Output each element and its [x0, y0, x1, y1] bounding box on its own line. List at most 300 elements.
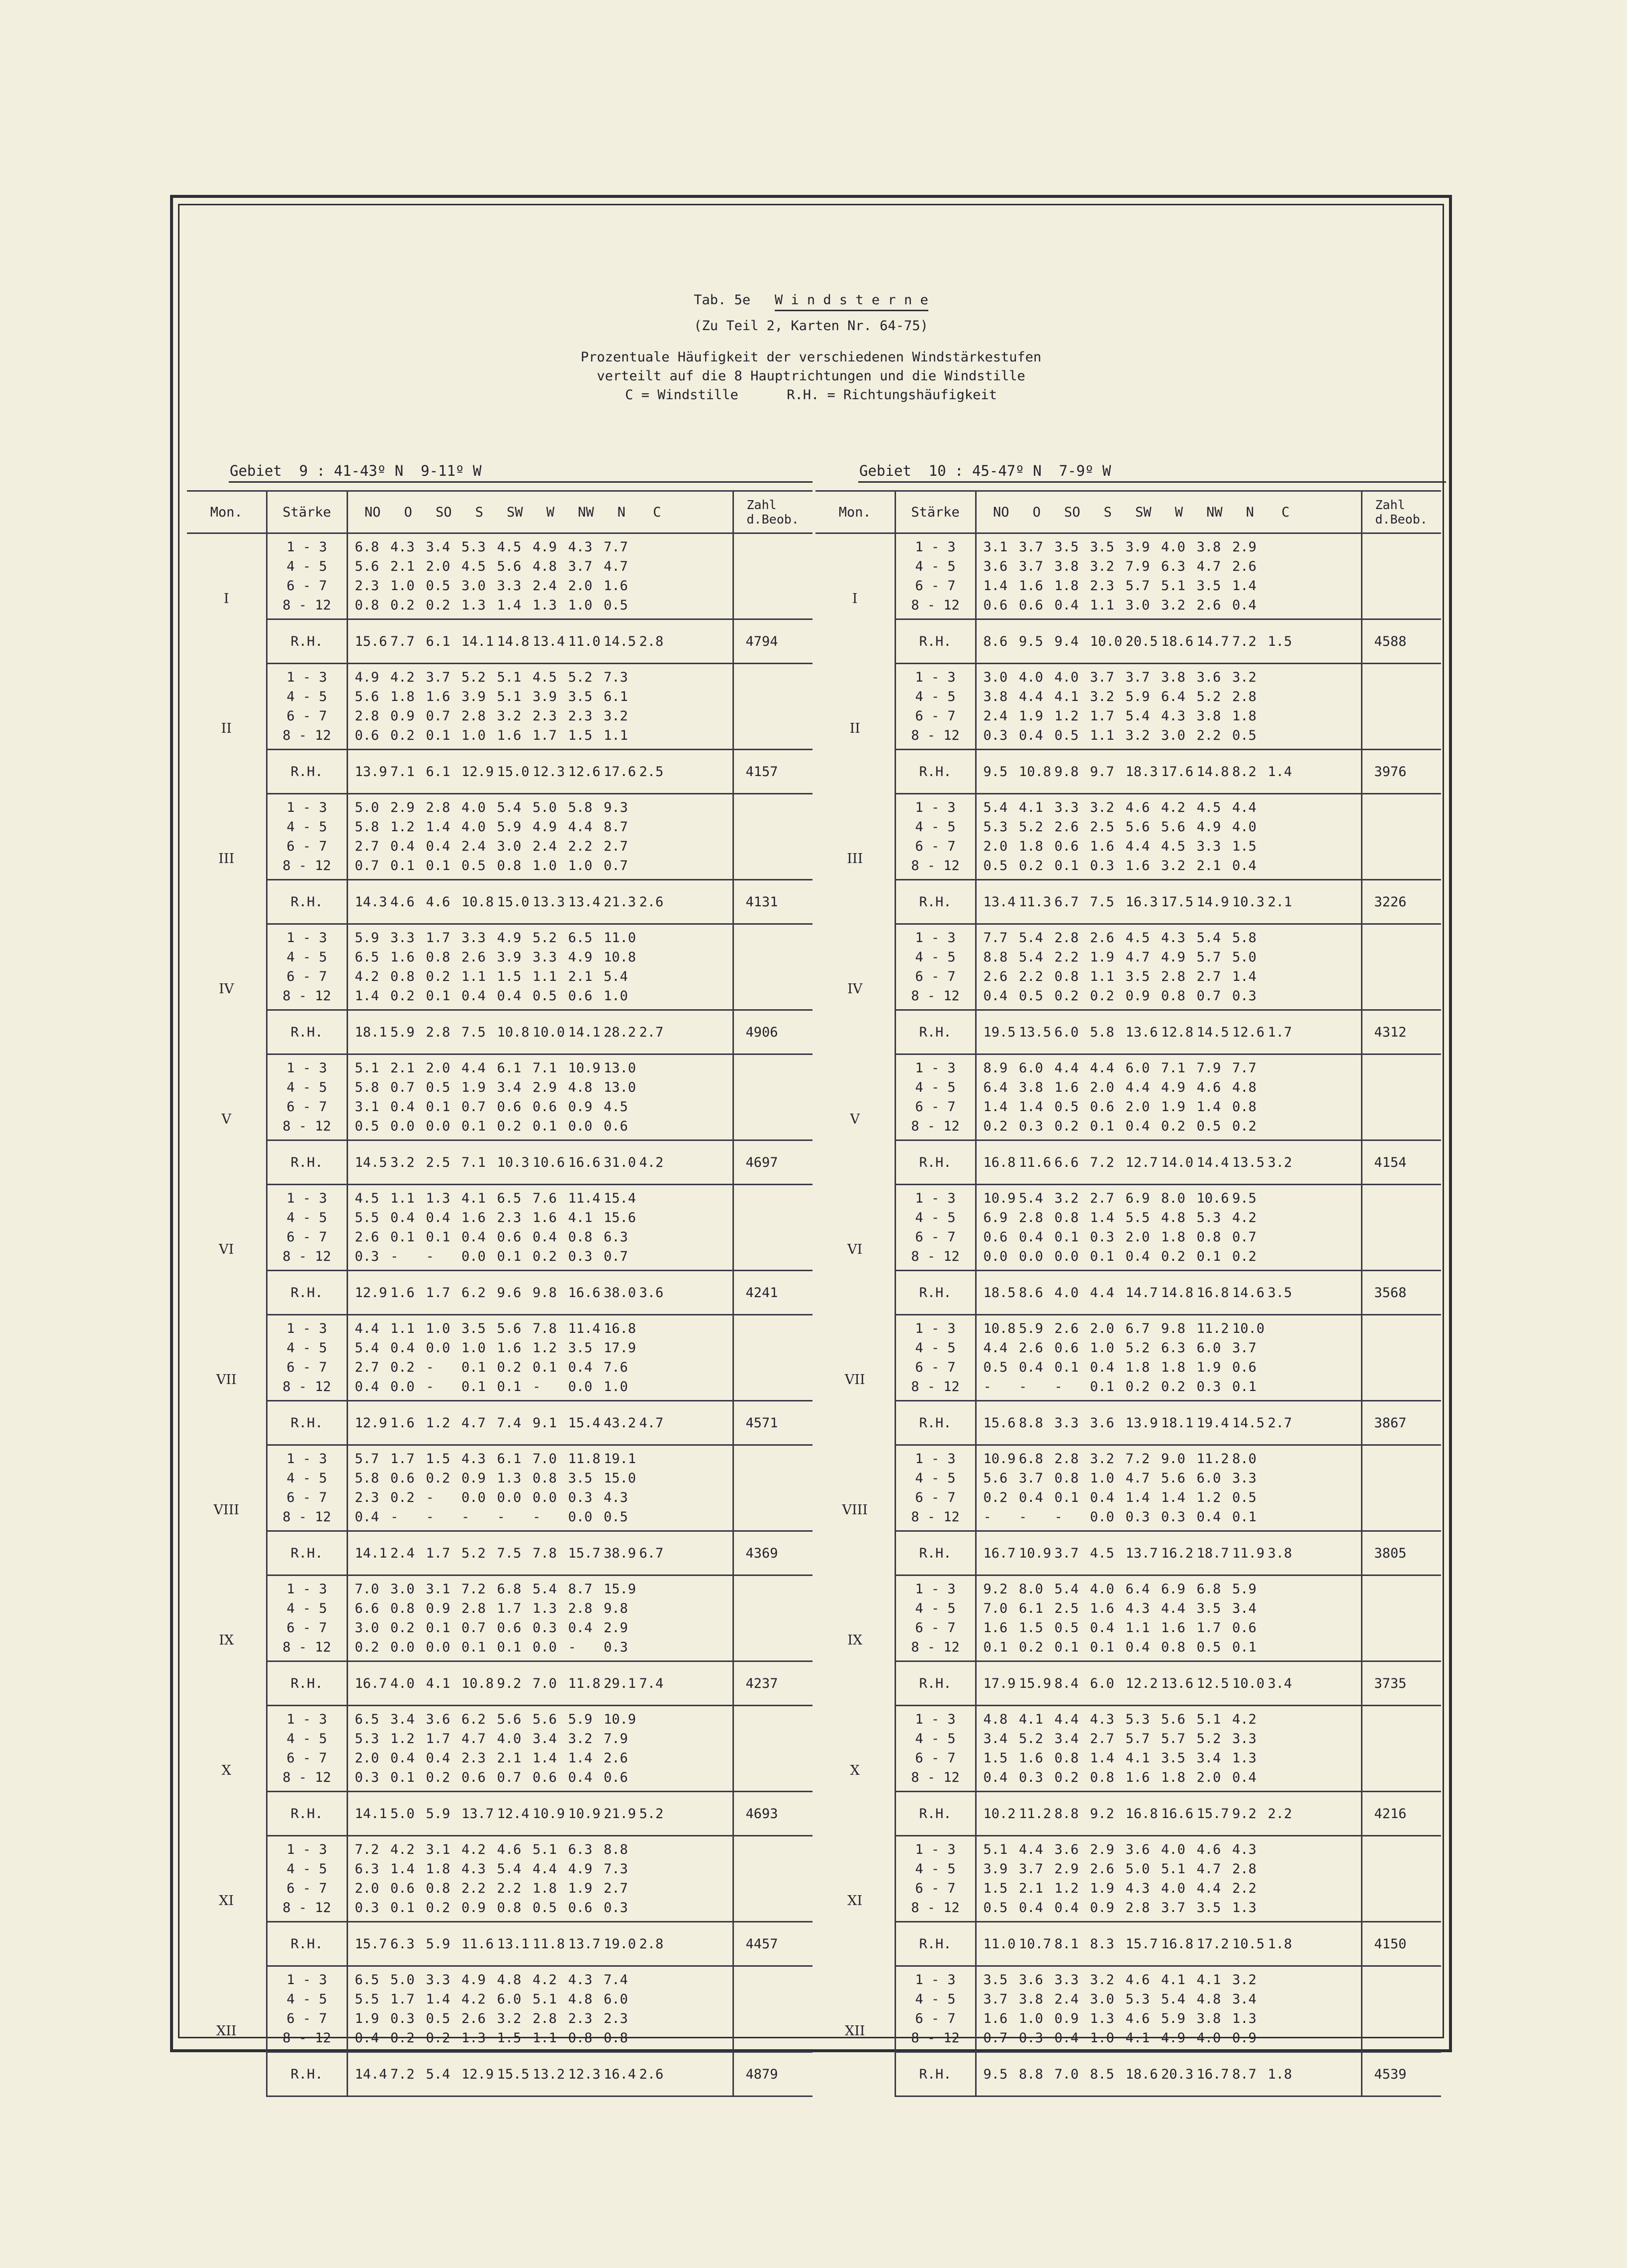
- value-cell: 0.3: [1232, 988, 1257, 1004]
- value-cell: 4.3: [1125, 1881, 1150, 1896]
- value-cell: 0.8: [1161, 1640, 1185, 1655]
- value-cell: 7.0: [355, 1581, 379, 1597]
- value-cell: 0.4: [461, 988, 486, 1004]
- zahl-empty-cell: [1361, 1836, 1441, 1922]
- staerke-level: 8 - 12: [282, 1900, 331, 1916]
- rh-value: 10.2: [983, 1806, 1016, 1822]
- value-cell: 11.4: [568, 1321, 601, 1336]
- rh-row: [815, 619, 1441, 664]
- month-row: [815, 1575, 1441, 1661]
- value-row: [984, 2009, 1361, 2028]
- value-row: [984, 1097, 1361, 1117]
- value-cell: 3.2: [1161, 598, 1185, 613]
- value-cell: 4.8: [983, 1712, 1008, 1727]
- value-cell: 5.6: [1161, 819, 1185, 835]
- staerke-level: 4 - 5: [915, 819, 956, 835]
- staerke-level: 8 - 12: [282, 1509, 331, 1525]
- rh-values-cell: [976, 1271, 1361, 1315]
- value-cell: 7.6: [604, 1360, 628, 1375]
- value-cell: 2.1: [1019, 1881, 1043, 1896]
- value-cell: 2.0: [355, 1881, 379, 1896]
- value-cell: 0.4: [355, 1379, 379, 1395]
- rh-value: 12.3: [568, 2066, 601, 2082]
- value-cell: 0.3: [604, 1640, 628, 1655]
- rh-value: 8.2: [1232, 764, 1257, 780]
- value-cell: 4.9: [461, 1972, 486, 1988]
- value-cell: 0.7: [355, 858, 379, 873]
- value-cell: 4.0: [1196, 2030, 1221, 2046]
- value-cell: 3.5: [1125, 969, 1150, 984]
- value-cell: -: [426, 1490, 434, 1505]
- value-cell: 0.2: [426, 1900, 451, 1916]
- value-cell: 4.0: [1054, 670, 1079, 685]
- value-cell: 6.4: [983, 1080, 1008, 1095]
- col-staerke-header: Stärke: [267, 491, 347, 533]
- value-cell: 1.4: [1232, 578, 1257, 594]
- staerke-cell: [267, 664, 347, 750]
- value-cell: 10.9: [604, 1712, 636, 1727]
- zahl-empty-cell: [733, 1315, 813, 1401]
- value-cell: 3.8: [1019, 1992, 1043, 2007]
- value-cell: 0.1: [1090, 1119, 1114, 1134]
- value-cell: 3.5: [568, 1340, 593, 1356]
- value-cell: 0.3: [568, 1490, 593, 1505]
- rh-label: R.H.: [895, 619, 976, 664]
- rh-row: [815, 1140, 1441, 1185]
- col-dir-header: N: [1246, 504, 1254, 520]
- rh-label: R.H.: [895, 880, 976, 924]
- value-cell: 6.6: [355, 1601, 379, 1616]
- value-cell: 0.7: [1196, 988, 1221, 1004]
- value-cell: 5.8: [1232, 930, 1257, 946]
- value-cell: 1.8: [1161, 1360, 1185, 1375]
- value-cell: 5.9: [497, 819, 522, 835]
- rh-value: 16.4: [604, 2066, 636, 2082]
- value-row: [355, 1859, 732, 1879]
- value-row: [984, 948, 1361, 967]
- rh-value: 9.4: [1054, 633, 1079, 649]
- value-cell: 2.0: [1125, 1229, 1150, 1245]
- value-cell: 4.4: [1125, 839, 1150, 854]
- value-cell: 5.9: [1232, 1581, 1257, 1597]
- value-cell: 0.1: [983, 1640, 1008, 1655]
- value-row: [355, 1898, 732, 1918]
- value-cell: 4.2: [390, 670, 415, 685]
- value-row: [984, 1319, 1361, 1338]
- description-line-3: C = Windstille R.H. = Richtungshäufigkeit: [625, 387, 997, 403]
- value-cell: 1.7: [390, 1451, 415, 1467]
- value-row: [355, 1319, 732, 1338]
- rh-value: 3.5: [1267, 1285, 1292, 1301]
- value-row: [355, 1840, 732, 1859]
- value-cell: 5.6: [983, 1471, 1008, 1486]
- value-cell: 5.7: [1125, 1731, 1150, 1746]
- value-cell: 4.1: [461, 1191, 486, 1206]
- value-cell: 3.2: [1090, 559, 1114, 574]
- value-row: [355, 1638, 732, 1657]
- value-cell: 0.4: [355, 2030, 379, 2046]
- value-cell: 6.4: [1161, 689, 1185, 704]
- col-dir-header: S: [475, 504, 483, 520]
- value-cell: 0.3: [604, 1900, 628, 1916]
- value-cell: 5.4: [1125, 708, 1150, 724]
- value-cell: 1.8: [1161, 1770, 1185, 1785]
- value-cell: 0.4: [461, 1229, 486, 1245]
- value-cell: 4.4: [568, 819, 593, 835]
- rh-label: R.H.: [267, 1661, 347, 1706]
- value-cell: -: [1054, 1379, 1063, 1395]
- rh-value: 14.9: [1196, 894, 1229, 910]
- rh-value: 17.5: [1161, 894, 1194, 910]
- zahl-beob-value: 4588: [1361, 619, 1441, 664]
- value-row: [355, 537, 732, 557]
- values-cell: [347, 1575, 733, 1661]
- value-cell: 3.5: [1196, 1601, 1221, 1616]
- rh-label: R.H.: [267, 1922, 347, 1966]
- month-label: I: [815, 533, 895, 664]
- rh-value: 9.2: [1090, 1806, 1114, 1822]
- value-row: [984, 798, 1361, 817]
- value-cell: 5.5: [355, 1992, 379, 2007]
- value-cell: -: [426, 1360, 434, 1375]
- rh-value: 7.1: [461, 1154, 486, 1170]
- value-cell: 2.4: [983, 708, 1008, 724]
- value-cell: 16.8: [604, 1321, 636, 1336]
- value-cell: 3.4: [1196, 1750, 1221, 1766]
- zahl-beob-value: 4693: [733, 1792, 813, 1836]
- staerke-cell: [267, 1836, 347, 1922]
- value-cell: 0.0: [568, 1509, 593, 1525]
- rh-label: R.H.: [267, 1401, 347, 1445]
- staerke-level: 4 - 5: [286, 1471, 327, 1486]
- value-cell: 0.5: [426, 1080, 451, 1095]
- value-cell: 1.6: [497, 1340, 522, 1356]
- value-cell: 3.0: [1125, 598, 1150, 613]
- value-cell: 6.0: [1196, 1471, 1221, 1486]
- rh-value: 8.7: [1232, 2066, 1257, 2082]
- staerke-level: 6 - 7: [915, 1360, 956, 1375]
- value-cell: 0.5: [1196, 1119, 1221, 1134]
- values-cell: [347, 1315, 733, 1401]
- value-cell: 1.4: [983, 1099, 1008, 1115]
- rh-value: 11.0: [983, 1936, 1016, 1952]
- value-cell: 3.9: [461, 689, 486, 704]
- value-cell: 0.1: [1054, 1640, 1079, 1655]
- rh-value: 14.3: [355, 894, 387, 910]
- zahl-empty-cell: [733, 1966, 813, 2052]
- value-row: [355, 726, 732, 745]
- value-row: [355, 1358, 732, 1377]
- value-cell: 0.2: [426, 2030, 451, 2046]
- value-cell: 6.0: [1196, 1340, 1221, 1356]
- rh-values-cell: [976, 619, 1361, 664]
- rh-value: 4.7: [639, 1415, 664, 1431]
- value-cell: 6.1: [497, 1060, 522, 1076]
- value-cell: 4.0: [1019, 670, 1043, 685]
- value-cell: 1.5: [568, 728, 593, 743]
- rh-value: 13.7: [1125, 1545, 1158, 1561]
- value-cell: 3.3: [1196, 839, 1221, 854]
- staerke-level: 6 - 7: [286, 1229, 327, 1245]
- rh-row: [187, 1140, 813, 1185]
- value-cell: 6.5: [497, 1191, 522, 1206]
- rh-value: 16.7: [1196, 2066, 1229, 2082]
- value-cell: 4.9: [355, 670, 379, 685]
- value-cell: 1.6: [390, 950, 415, 965]
- staerke-cell: [895, 1706, 976, 1792]
- rh-row: [187, 1401, 813, 1445]
- value-cell: 4.4: [1196, 1881, 1221, 1896]
- value-cell: 4.2: [1232, 1210, 1257, 1225]
- value-cell: 4.4: [983, 1340, 1008, 1356]
- month-label: XI: [815, 1836, 895, 1966]
- rh-value: 7.8: [533, 1545, 557, 1561]
- month-row: [815, 924, 1441, 1010]
- value-cell: 4.9: [1161, 1080, 1185, 1095]
- rh-value: 2.7: [639, 1024, 664, 1040]
- value-cell: 6.9: [1125, 1191, 1150, 1206]
- value-cell: 0.8: [1161, 988, 1185, 1004]
- staerke-level: 4 - 5: [286, 819, 327, 835]
- value-cell: 1.8: [426, 1861, 451, 1877]
- value-cell: 0.4: [1232, 598, 1257, 613]
- rh-value: 4.7: [461, 1415, 486, 1431]
- value-cell: 6.5: [355, 950, 379, 965]
- value-cell: 7.6: [533, 1191, 557, 1206]
- month-label: IV: [815, 924, 895, 1054]
- value-cell: 0.4: [568, 1620, 593, 1636]
- value-cell: 1.6: [1019, 1750, 1043, 1766]
- value-cell: 2.6: [1232, 559, 1257, 574]
- staerke-level: 4 - 5: [915, 950, 956, 965]
- month-row: [187, 664, 813, 750]
- staerke-level: 1 - 3: [286, 1451, 327, 1467]
- staerke-cell: [267, 1185, 347, 1271]
- value-row: [984, 1078, 1361, 1097]
- rh-value: 12.7: [1125, 1154, 1158, 1170]
- rh-value: 5.2: [461, 1545, 486, 1561]
- value-row: [984, 1247, 1361, 1266]
- value-cell: 2.7: [604, 839, 628, 854]
- value-cell: 0.3: [355, 1900, 379, 1916]
- value-cell: 4.3: [1161, 708, 1185, 724]
- value-cell: 1.0: [604, 1379, 628, 1395]
- value-cell: 0.6: [355, 728, 379, 743]
- staerke-cell: [267, 1445, 347, 1531]
- value-cell: 1.3: [461, 2030, 486, 2046]
- value-cell: 3.4: [426, 539, 451, 555]
- value-cell: 1.0: [568, 858, 593, 873]
- value-cell: 4.8: [1196, 1992, 1221, 2007]
- value-cell: 1.2: [533, 1340, 557, 1356]
- staerke-level: 6 - 7: [915, 708, 956, 724]
- rh-value: 13.9: [1125, 1415, 1158, 1431]
- value-cell: 17.9: [604, 1340, 636, 1356]
- rh-row: [187, 750, 813, 794]
- staerke-level: 4 - 5: [915, 1601, 956, 1616]
- value-cell: 0.9: [426, 1601, 451, 1616]
- value-cell: 0.8: [1054, 969, 1079, 984]
- value-cell: 0.4: [1019, 1490, 1043, 1505]
- rh-value: 12.8: [1161, 1024, 1194, 1040]
- value-cell: 3.7: [1019, 559, 1043, 574]
- rh-value: 9.8: [1054, 764, 1079, 780]
- staerke-level: 6 - 7: [286, 1881, 327, 1896]
- value-cell: 3.5: [1161, 1750, 1185, 1766]
- month-label: IX: [815, 1575, 895, 1706]
- rh-values-cell: [976, 1922, 1361, 1966]
- staerke-level: 1 - 3: [915, 800, 956, 815]
- value-cell: 6.5: [355, 1972, 379, 1988]
- value-cell: 0.1: [1232, 1379, 1257, 1395]
- value-cell: 1.4: [426, 819, 451, 835]
- value-row: [355, 557, 732, 576]
- staerke-cell: [895, 794, 976, 880]
- value-cell: 1.1: [533, 2030, 557, 2046]
- value-cell: 2.3: [568, 708, 593, 724]
- value-cell: 2.3: [497, 1210, 522, 1225]
- rh-row: [815, 1010, 1441, 1054]
- value-cell: 1.0: [1090, 1471, 1114, 1486]
- rh-value: 18.7: [1196, 1545, 1229, 1561]
- zahl-beob-value: 4369: [733, 1531, 813, 1575]
- rh-values-cell: [347, 1401, 733, 1445]
- value-cell: 0.8: [1232, 1099, 1257, 1115]
- staerke-level: 4 - 5: [915, 689, 956, 704]
- values-cell: [347, 794, 733, 880]
- value-cell: 0.2: [390, 2030, 415, 2046]
- value-cell: 0.4: [1125, 1640, 1150, 1655]
- staerke-level: 6 - 7: [286, 2011, 327, 2026]
- value-row: [355, 1247, 732, 1266]
- value-cell: 1.4: [568, 1750, 593, 1766]
- value-row: [984, 1507, 1361, 1527]
- rh-value: 28.2: [604, 1024, 636, 1040]
- value-row: [984, 576, 1361, 596]
- value-cell: 8.0: [1019, 1581, 1043, 1597]
- value-cell: 4.0: [497, 1731, 522, 1746]
- zahl-empty-cell: [733, 533, 813, 619]
- value-cell: 3.7: [1019, 539, 1043, 555]
- value-row: [984, 817, 1361, 837]
- rh-value: 10.0: [533, 1024, 565, 1040]
- value-cell: 7.9: [1196, 1060, 1221, 1076]
- value-cell: 5.4: [983, 800, 1008, 815]
- value-cell: 0.3: [1090, 858, 1114, 873]
- value-cell: 3.3: [426, 1972, 451, 1988]
- value-cell: 0.2: [983, 1119, 1008, 1134]
- rh-value: 10.0: [1090, 633, 1123, 649]
- month-row: [815, 1706, 1441, 1792]
- value-cell: 3.4: [497, 1080, 522, 1095]
- zahl-empty-cell: [1361, 794, 1441, 880]
- value-row: [984, 1840, 1361, 1859]
- value-cell: 0.1: [426, 988, 451, 1004]
- value-row: [984, 856, 1361, 875]
- month-row: [815, 1054, 1441, 1140]
- value-cell: 0.8: [568, 1229, 593, 1245]
- staerke-level: 6 - 7: [286, 1099, 327, 1115]
- value-cell: 0.0: [426, 1640, 451, 1655]
- rh-value: 10.8: [1019, 764, 1052, 780]
- value-cell: 5.7: [355, 1451, 379, 1467]
- value-cell: 5.3: [461, 539, 486, 555]
- value-row: [984, 596, 1361, 615]
- staerke-level: 8 - 12: [911, 728, 960, 743]
- value-cell: -: [533, 1509, 541, 1525]
- value-cell: 0.4: [426, 839, 451, 854]
- staerke-level: 8 - 12: [911, 1249, 960, 1264]
- value-cell: 0.1: [1196, 1249, 1221, 1264]
- rh-value: 18.1: [355, 1024, 387, 1040]
- staerke-level: 4 - 5: [286, 1210, 327, 1225]
- value-cell: 0.1: [426, 1620, 451, 1636]
- rh-value: 2.5: [639, 764, 664, 780]
- value-row: [984, 1449, 1361, 1469]
- rh-value: 4.4: [1090, 1285, 1114, 1301]
- value-cell: 0.1: [1090, 1379, 1114, 1395]
- value-cell: 0.4: [1232, 858, 1257, 873]
- month-label: XI: [187, 1836, 267, 1966]
- value-cell: 4.5: [1196, 800, 1221, 815]
- value-cell: 0.0: [1019, 1249, 1043, 1264]
- value-cell: 4.4: [1019, 1842, 1043, 1857]
- value-cell: 4.3: [1232, 1842, 1257, 1857]
- rh-value: 4.5: [1090, 1545, 1114, 1561]
- value-cell: 7.1: [1161, 1060, 1185, 1076]
- staerke-level: 6 - 7: [286, 578, 327, 594]
- value-cell: 3.6: [983, 559, 1008, 574]
- value-cell: 1.6: [1019, 578, 1043, 594]
- rh-value: 11.6: [1019, 1154, 1052, 1170]
- value-cell: 4.4: [1054, 1060, 1079, 1076]
- value-cell: 3.7: [983, 1992, 1008, 2007]
- value-cell: 7.2: [461, 1581, 486, 1597]
- value-cell: 0.0: [461, 1249, 486, 1264]
- rh-value: 5.2: [639, 1806, 664, 1822]
- value-cell: 3.7: [1232, 1340, 1257, 1356]
- value-cell: 6.0: [1019, 1060, 1043, 1076]
- rh-value: 13.4: [533, 633, 565, 649]
- value-cell: 0.3: [390, 2011, 415, 2026]
- rh-value: 18.3: [1125, 764, 1158, 780]
- value-cell: 5.2: [1196, 689, 1221, 704]
- rh-value: 1.6: [390, 1415, 415, 1431]
- value-cell: 3.4: [533, 1731, 557, 1746]
- rh-row: [187, 1661, 813, 1706]
- rh-value: 6.6: [1054, 1154, 1079, 1170]
- value-cell: 2.1: [390, 559, 415, 574]
- value-cell: 4.9: [533, 819, 557, 835]
- value-cell: 3.3: [1054, 800, 1079, 815]
- zahl-beob-value: 4539: [1361, 2052, 1441, 2096]
- gebiet-10-label: Gebiet 10 : 45-47º N 7-9º W: [859, 462, 1111, 479]
- value-cell: 2.2: [461, 1881, 486, 1896]
- rh-value: 1.7: [426, 1545, 451, 1561]
- staerke-level: 4 - 5: [915, 1080, 956, 1095]
- value-row: [984, 1189, 1361, 1208]
- value-cell: 4.6: [1196, 1842, 1221, 1857]
- value-row: [984, 1898, 1361, 1918]
- value-cell: 2.6: [983, 969, 1008, 984]
- value-cell: 1.3: [497, 1471, 522, 1486]
- value-cell: 4.9: [533, 539, 557, 555]
- value-cell: 0.4: [1125, 1119, 1150, 1134]
- value-cell: 0.2: [426, 1471, 451, 1486]
- value-cell: -: [983, 1509, 992, 1525]
- value-cell: 0.1: [1054, 858, 1079, 873]
- month-label: IV: [187, 924, 267, 1054]
